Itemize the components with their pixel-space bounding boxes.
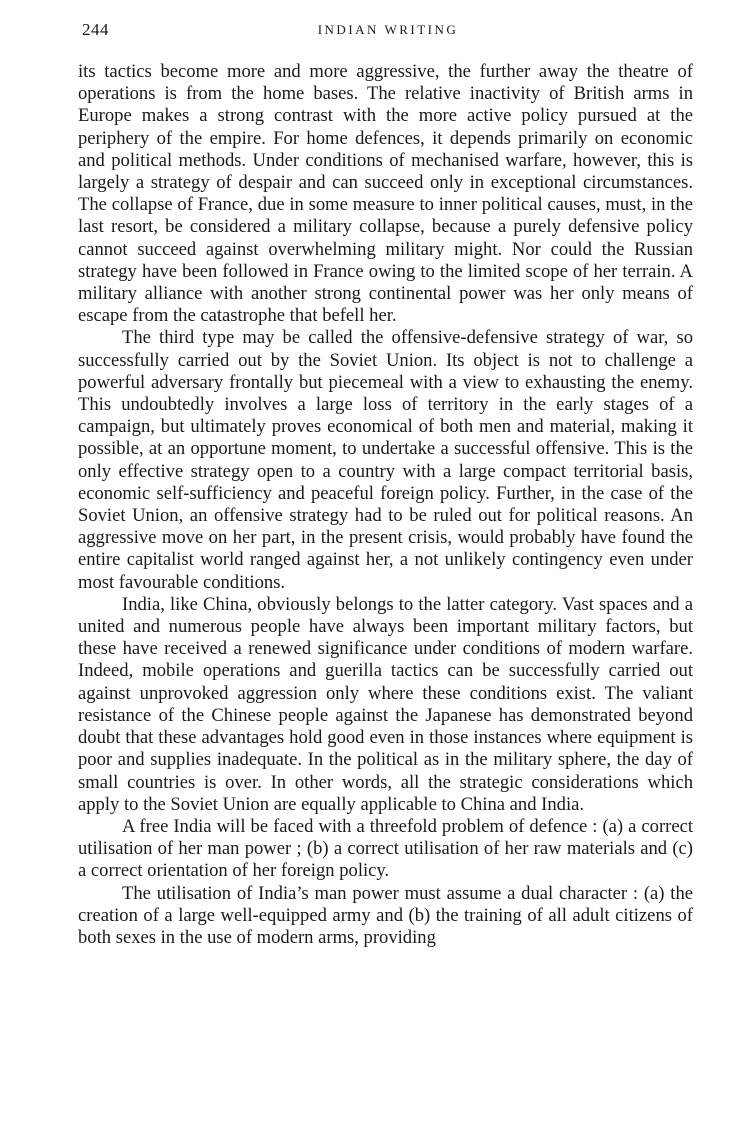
paragraph-4: A free India will be faced with a threefold problem of defence : (a) a correct utilisation of her man power ; (b) a correct utilisation of her raw materials and (c) a correct orientation of her foreign policy. <box>78 815 693 882</box>
paragraph-5: The utilisation of India’s man power must assume a dual character : (a) the creation of a large well-equipped army and (b) the training of all adult citizens of both sexes in the use of modern arms, providing <box>78 882 693 948</box>
page-header <box>82 20 694 42</box>
paragraph-1: its tactics become more and more aggressive, the further away the theatre of operations is from the home bases. The relative inactivity of British arms in Europe makes a strong contrast with the more active policy pursued at the periphery of the empire. For home defences, it depends primarily on economic and political methods. Under conditions of mechanised warfare, however, this is largely a strategy of despair and can succeed only in exceptional circumstances. The collapse of France, due in some measure to inner political causes, must, in the last resort, be considered a military collapse, because a purely defensive policy cannot succeed against overwhelming military might. Nor could the Russian strategy have been followed in France owing to the limited scope of her terrain. A military alliance with another strong continental power was her only means of escape from the catastrophe that befell her. <box>78 61 693 327</box>
page-number: 244 <box>82 20 109 39</box>
body-text <box>78 61 693 949</box>
paragraph-3: India, like China, obviously belongs to the latter category. Vast spaces and a united and numerous people have always been important military factors, but these have received a renewed significance under conditions of modern warfare. Indeed, mobile operations and guerilla tactics can be successfully carried out against unprovoked aggression only where these conditions exist. The valiant resistance of the Chinese people against the Japanese has demonstrated beyond doubt that these advantages hold good even in those instances where equipment is poor and supplies inadequate. In the political as in the military sphere, the day of small countries is over. In other words, all the strategic considerations which apply to the Soviet Union are equally applicable to China and India. <box>78 593 693 815</box>
running-head: INDIAN WRITING <box>317 22 459 37</box>
paragraph-2: The third type may be called the offensive-defensive strategy of war, so successfully carried out by the Soviet Union. Its object is not to challenge a powerful adversary frontally but piecemeal with a view to exhausting the enemy. This undoubtedly involves a large loss of territory in the early stages of a campaign, but ultimately proves economical of both men and material, making it possible, at an opportune moment, to undertake a successful offensive. This is the only effective strategy open to a country with a large compact territorial basis, economic self-sufficiency and peaceful foreign policy. Further, in the case of the Soviet Union, an offensive strategy had to be ruled out for political reasons. An aggressive move on her part, in the present crisis, would probably have found the entire capitalist world ranged against her, a not unlikely contingency even under most favourable conditions. <box>78 327 693 593</box>
